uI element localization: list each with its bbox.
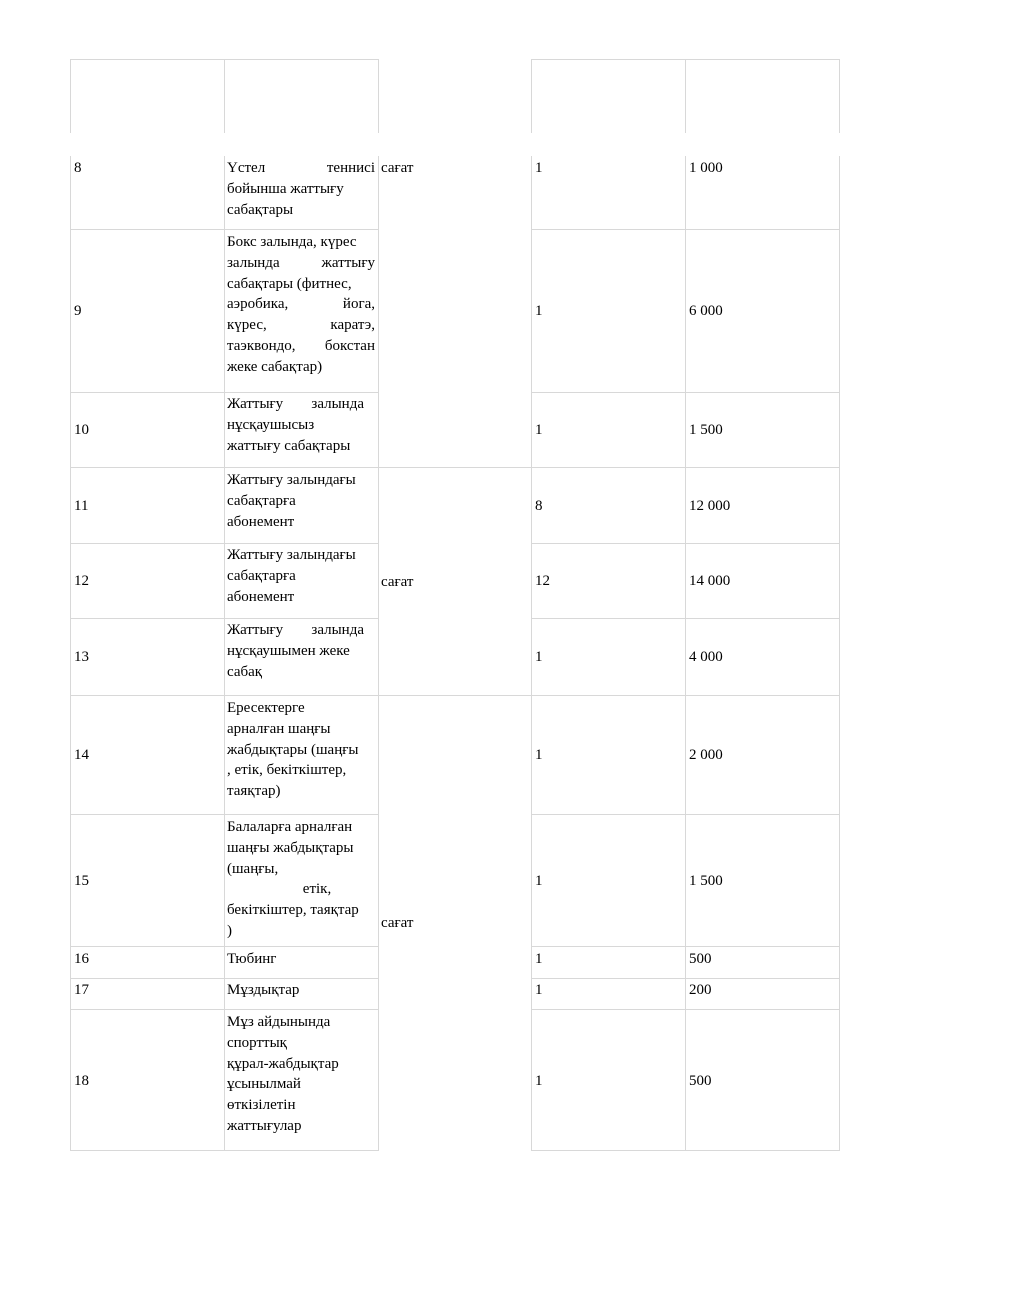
name-line: шаңғы жабдықтары: [227, 839, 354, 856]
price: 6 000: [689, 303, 723, 319]
quantity: 1: [535, 422, 543, 438]
quantity: 1: [535, 747, 543, 763]
name-line: жеке сабақтар): [227, 358, 323, 375]
row-number: 16: [74, 951, 89, 967]
name-line: сабақтарға: [227, 567, 296, 584]
name-line: таэквондо, бокстан: [227, 337, 375, 354]
name-line: , етік, бекіткіштер,: [227, 762, 347, 779]
service-name: [227, 620, 364, 682]
name-line: (шаңғы,: [227, 860, 279, 877]
row-number: 18: [74, 1073, 89, 1089]
name-line: Жаттығу залындағы: [227, 547, 356, 563]
service-name: Тюбинг: [227, 951, 277, 967]
name-line: Балаларға арналған: [227, 819, 353, 835]
name-line: сабақтары: [227, 201, 294, 218]
name-line: Жаттығу залында: [227, 396, 364, 412]
quantity: 1: [535, 873, 543, 889]
service-name: [227, 698, 377, 802]
name-line: аэробика, йога,: [227, 296, 375, 313]
name-line: Жаттығу залында: [227, 622, 364, 638]
quantity: 1: [535, 1073, 543, 1089]
price: 2 000: [689, 747, 723, 763]
name-line: бойынша жаттығу: [227, 180, 344, 197]
price: 1 500: [689, 422, 723, 438]
row-number: 9: [74, 303, 82, 319]
name-line: залында жаттығу: [227, 254, 375, 271]
name-line: Үстел теннисі: [227, 160, 375, 176]
name-line: спорттық: [227, 1034, 287, 1051]
service-name: [227, 817, 377, 942]
quantity: 1: [535, 951, 543, 967]
price: 12 000: [689, 498, 731, 514]
name-line: таяқтар): [227, 783, 281, 800]
quantity: 12: [535, 573, 550, 589]
service-name: [227, 394, 364, 456]
service-name: [227, 470, 375, 532]
unit-cell: сағат: [381, 160, 414, 176]
name-line: құрал-жабдықтар: [227, 1055, 339, 1072]
name-line: сабақтарға: [227, 492, 296, 509]
name-line: жаттығулар: [227, 1117, 302, 1134]
quantity: 1: [535, 649, 543, 665]
price: 500: [689, 951, 712, 967]
quantity: 8: [535, 498, 543, 514]
service-name: [227, 232, 375, 378]
price: 1 000: [689, 160, 723, 176]
name-line: Бокс залында, күрес: [227, 234, 357, 250]
quantity: 1: [535, 982, 543, 998]
service-name: [227, 545, 375, 607]
row-number: 15: [74, 873, 89, 889]
row-number: 17: [74, 982, 89, 998]
quantity: 1: [535, 160, 543, 176]
name-line: нұсқаушымен жеке: [227, 642, 350, 659]
row-number: 11: [74, 498, 89, 514]
name-line: сабақтары (фитнес,: [227, 275, 352, 292]
row-number: 14: [74, 747, 89, 763]
name-line: Жаттығу залындағы: [227, 472, 356, 488]
name-line: жаттығу сабақтары: [227, 437, 351, 454]
price: 200: [689, 982, 712, 998]
name-line: бекіткіштер, таяқтар: [227, 902, 359, 919]
row-number: 8: [74, 160, 82, 176]
name-line: ұсынылмай: [227, 1076, 301, 1093]
name-line: сабақ: [227, 663, 263, 680]
name-line: етік,: [302, 881, 332, 898]
name-line: жабдықтары (шаңғы: [227, 741, 359, 758]
service-name: Мұздықтар: [227, 982, 300, 998]
row-number: 12: [74, 573, 89, 589]
row-number: 10: [74, 422, 89, 438]
service-name: [227, 1012, 377, 1137]
name-line: Ересектерге: [227, 700, 305, 716]
price: 1 500: [689, 873, 723, 889]
quantity: 1: [535, 303, 543, 319]
unit-cell: сағат: [381, 574, 414, 590]
name-line: абонемент: [227, 513, 295, 530]
price: 4 000: [689, 649, 723, 665]
name-line: күрес, каратэ,: [227, 317, 375, 334]
name-line: Мұз айдынында: [227, 1014, 331, 1030]
name-line: ): [227, 922, 232, 939]
name-line: абонемент: [227, 588, 295, 605]
name-line: нұсқаушысыз: [227, 416, 315, 433]
price: 500: [689, 1073, 712, 1089]
service-name: [227, 158, 375, 220]
unit-cell: сағат: [381, 915, 414, 931]
row-number: 13: [74, 649, 89, 665]
price: 14 000: [689, 573, 731, 589]
name-line: өткізілетін: [227, 1097, 296, 1114]
name-line: арналған шаңғы: [227, 720, 331, 737]
